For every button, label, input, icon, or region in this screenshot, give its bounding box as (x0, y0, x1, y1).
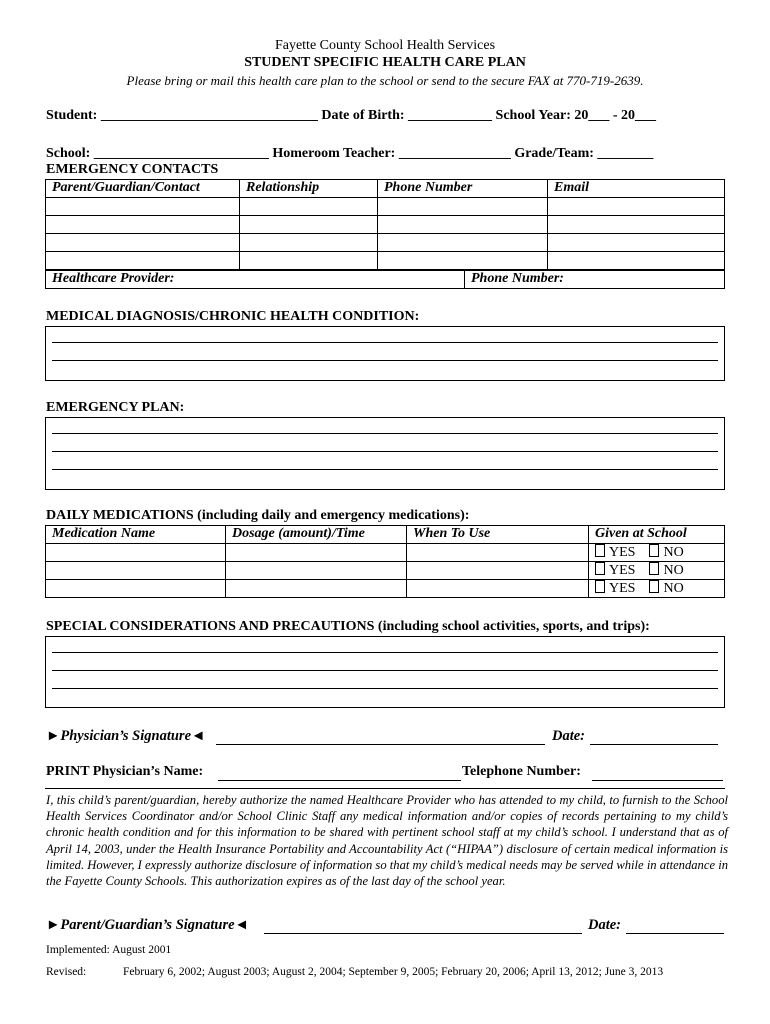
medications-table (45, 525, 725, 598)
physician-date-label: Date: (552, 728, 586, 744)
contact-cell[interactable] (46, 252, 240, 270)
parent-date-line[interactable] (626, 933, 724, 934)
parent-signature-label: ►Parent/Guardian’s Signature◄ (46, 917, 249, 933)
form-instruction: Please bring or mail this health care plan to the school or send to the secure FAX at 770-719-2639. (126, 73, 644, 88)
healthcare-provider-table (45, 270, 725, 289)
contact-cell[interactable] (46, 216, 240, 234)
when-cell[interactable] (407, 544, 589, 562)
table-row[interactable] (46, 252, 725, 270)
school-info-row[interactable]: School: _________________________ Homeroom Teacher: ________________ Grade/Team: ________ (46, 146, 654, 161)
table-row[interactable] (46, 562, 725, 580)
yes-label: YES (609, 563, 636, 578)
physician-signature-label: ►Physician’s Signature◄ (46, 728, 206, 744)
consent-paragraph: I, this child’s parent/guardian, hereby authorize the named Healthcare Provider who has attended to my child, to furnish to the School Health Services Coordinator and/or School Clinic Staff any medical information and/or copies of records pertaining to my child’s chronic health condition and for this information to be shared with pertinent school staff at my child’s school. I understand that as of April 14, 2003, under the Health Insurance Portability and Accountability Act (“HIPAA”) disclosure of certain medical information is limited. However, I expressly authorize disclosure of information so that my child’s medical needs may be served while in attendance in the Fayette County Schools. This authorization expires as of the last day of the school year. (46, 793, 728, 889)
parent-signature-line[interactable] (264, 933, 582, 934)
table-row[interactable] (46, 234, 725, 252)
no-label: NO (663, 581, 684, 596)
write-line (52, 670, 718, 671)
write-line (52, 360, 718, 361)
phone-cell[interactable] (378, 252, 548, 270)
relationship-cell[interactable] (240, 252, 378, 270)
col-header-phone: Phone Number (378, 180, 548, 198)
dosage-cell[interactable] (226, 580, 407, 598)
col-header-when: When To Use (407, 526, 589, 544)
diagnosis-box[interactable] (45, 326, 725, 381)
table-row[interactable] (46, 580, 725, 598)
yes-label: YES (609, 545, 636, 560)
given-at-school-cell (589, 544, 725, 562)
contact-cell[interactable] (46, 234, 240, 252)
revised-label: Revised: (46, 966, 87, 978)
relationship-cell[interactable] (240, 234, 378, 252)
write-line (52, 688, 718, 689)
dosage-cell[interactable] (226, 562, 407, 580)
medications-heading: DAILY MEDICATIONS (including daily and emergency medications): (46, 508, 470, 523)
col-header-medication: Medication Name (46, 526, 226, 544)
physician-name-line[interactable] (218, 780, 461, 781)
write-line (52, 433, 718, 434)
table-row[interactable] (46, 216, 725, 234)
medication-cell[interactable] (46, 580, 226, 598)
relationship-cell[interactable] (240, 216, 378, 234)
student-info-row[interactable]: Student: _______________________________ Date of Birth: ____________ School Year: 20___ - 20___ (46, 108, 657, 123)
parent-date-label: Date: (588, 917, 622, 933)
form-title: STUDENT SPECIFIC HEALTH CARE PLAN (244, 55, 526, 70)
physician-telephone-line[interactable] (592, 780, 723, 781)
medication-cell[interactable] (46, 562, 226, 580)
medication-cell[interactable] (46, 544, 226, 562)
phone-cell[interactable] (378, 216, 548, 234)
relationship-cell[interactable] (240, 198, 378, 216)
physician-signature-line[interactable] (216, 744, 545, 745)
table-row[interactable] (46, 544, 725, 562)
no-checkbox[interactable] (649, 562, 659, 575)
col-header-email: Email (548, 180, 725, 198)
yes-checkbox[interactable] (595, 580, 605, 593)
write-line (52, 451, 718, 452)
write-line (52, 342, 718, 343)
org-name: Fayette County School Health Services (274, 38, 496, 53)
table-header-row (46, 180, 725, 198)
no-checkbox[interactable] (649, 544, 659, 557)
given-at-school-cell (589, 562, 725, 580)
emergency-contacts-heading: EMERGENCY CONTACTS (46, 162, 219, 177)
yes-label: YES (609, 581, 636, 596)
emergency-plan-box[interactable] (45, 417, 725, 490)
yes-checkbox[interactable] (595, 544, 605, 557)
email-cell[interactable] (548, 216, 725, 234)
special-considerations-heading: SPECIAL CONSIDERATIONS AND PRECAUTIONS (including school activities, sports, and trips): (46, 619, 650, 634)
table-header-row (46, 526, 725, 544)
implemented-date: Implemented: August 2001 (46, 944, 172, 956)
no-label: NO (663, 563, 684, 578)
when-cell[interactable] (407, 562, 589, 580)
email-cell[interactable] (548, 252, 725, 270)
contact-cell[interactable] (46, 198, 240, 216)
revised-dates: February 6, 2002; August 2003; August 2, 2004; September 9, 2005; February 20, 2006; April 13, 2012; June 3, 2013 (123, 966, 664, 978)
write-line (52, 652, 718, 653)
table-row[interactable] (46, 198, 725, 216)
print-physician-name-label: PRINT Physician’s Name: (46, 764, 204, 779)
physician-telephone-label: Telephone Number: (462, 764, 581, 779)
phone-cell[interactable] (378, 198, 548, 216)
write-line (52, 469, 718, 470)
healthcare-provider-label[interactable]: Healthcare Provider: (46, 271, 465, 289)
section-divider (45, 788, 725, 789)
no-checkbox[interactable] (649, 580, 659, 593)
no-label: NO (663, 545, 684, 560)
emergency-contacts-table (45, 179, 725, 270)
physician-date-line[interactable] (590, 744, 718, 745)
email-cell[interactable] (548, 198, 725, 216)
email-cell[interactable] (548, 234, 725, 252)
table-row[interactable] (46, 271, 725, 289)
given-at-school-cell (589, 580, 725, 598)
col-header-relationship: Relationship (240, 180, 378, 198)
col-header-contact: Parent/Guardian/Contact (46, 180, 240, 198)
special-considerations-box[interactable] (45, 636, 725, 708)
yes-checkbox[interactable] (595, 562, 605, 575)
col-header-dosage: Dosage (amount)/Time (226, 526, 407, 544)
phone-cell[interactable] (378, 234, 548, 252)
when-cell[interactable] (407, 580, 589, 598)
provider-phone-label[interactable]: Phone Number: (465, 271, 725, 289)
dosage-cell[interactable] (226, 544, 407, 562)
emergency-plan-heading: EMERGENCY PLAN: (46, 400, 185, 415)
diagnosis-heading: MEDICAL DIAGNOSIS/CHRONIC HEALTH CONDITION: (46, 309, 420, 324)
col-header-given-at-school: Given at School (589, 526, 725, 544)
